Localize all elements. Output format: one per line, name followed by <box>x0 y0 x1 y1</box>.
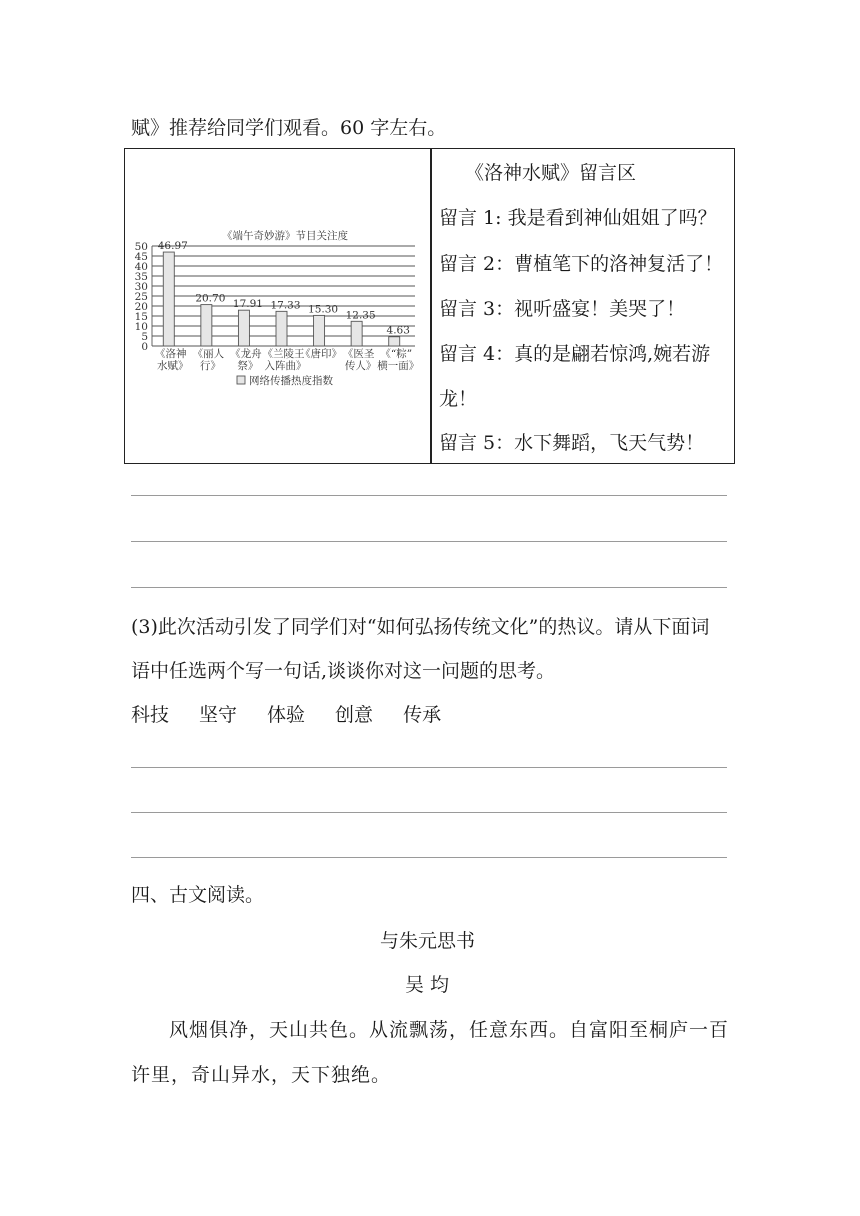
x-tick-label: 《洛神 <box>155 348 187 360</box>
word-item: 体验 <box>267 704 306 726</box>
word-item: 坚守 <box>199 704 238 726</box>
y-tick-label: 25 <box>134 291 148 303</box>
bar-value-label: 46.97 <box>157 240 188 253</box>
word-list <box>131 703 471 727</box>
y-tick-label: 40 <box>134 261 148 273</box>
y-tick-label: 30 <box>134 281 148 293</box>
x-tick-label: 《“粽” <box>380 348 413 360</box>
answer-line[interactable] <box>131 541 727 542</box>
answer-line[interactable] <box>131 587 727 588</box>
y-tick-label: 45 <box>134 251 148 263</box>
bar <box>238 310 249 346</box>
bar-chart <box>125 149 430 465</box>
y-tick-label: 35 <box>134 271 148 283</box>
y-tick-label: 20 <box>134 301 148 313</box>
bar-value-label: 17.91 <box>232 298 263 311</box>
bar <box>276 311 287 346</box>
bar-value-label: 12.35 <box>345 309 376 322</box>
y-tick-label: 15 <box>134 311 148 323</box>
comments-title: 《洛神水赋》留言区 <box>465 162 637 184</box>
bar-value-label: 17.33 <box>270 299 301 312</box>
poem-author: 吴 均 <box>405 974 450 996</box>
chart-comment-table <box>124 148 735 464</box>
word-item: 科技 <box>131 704 170 726</box>
bar <box>389 337 400 346</box>
x-tick-label: 水赋》 <box>157 360 189 372</box>
answer-line[interactable] <box>131 767 727 768</box>
legend-label: 网络传播热度指数 <box>249 375 333 387</box>
bar <box>163 252 174 346</box>
word-item: 传承 <box>403 704 442 726</box>
question-3-line-2: 语中任选两个写一句话,谈谈你对这一问题的思考。 <box>131 660 556 682</box>
comment-4: 留言 4：真的是翩若惊鸿,婉若游 <box>439 343 711 365</box>
table-divider <box>430 149 432 463</box>
x-tick-label: 传人》 <box>344 360 377 372</box>
bar-value-label: 4.63 <box>386 324 410 337</box>
x-tick-label: 祭》 <box>237 360 259 372</box>
bar <box>351 321 362 346</box>
bar-value-label: 20.70 <box>195 292 226 305</box>
comment-2: 留言 2：曹植笔下的洛神复活了！ <box>439 253 724 275</box>
x-tick-label: 《龙舟 <box>230 348 262 360</box>
answer-line[interactable] <box>131 857 727 858</box>
bar-value-label: 15.30 <box>308 303 339 316</box>
x-tick-label: 行》 <box>199 360 221 372</box>
question-3-line-1: (3)此次活动引发了同学们对“如何弘扬传统文化”的热议。请从下面词 <box>131 616 710 638</box>
x-tick-label: 横一面》 <box>377 360 420 372</box>
x-tick-label: 《医圣 <box>342 348 375 360</box>
comment-4-continued: 龙！ <box>439 388 478 410</box>
poem-paragraph-line-2: 许里，奇山异水，天下独绝。 <box>131 1064 392 1086</box>
chart-title: 《端午奇妙游》节目关注度 <box>222 230 348 242</box>
poem-paragraph-line-1: 风烟俱净，天山共色。从流飘荡，任意东西。自富阳至桐庐一百 <box>169 1019 730 1041</box>
poem-title: 与朱元思书 <box>380 930 476 952</box>
x-tick-label: 《兰陵王 <box>262 348 305 360</box>
answer-line[interactable] <box>131 495 727 496</box>
y-tick-label: 0 <box>141 341 148 353</box>
y-tick-label: 50 <box>134 241 148 253</box>
word-item: 创意 <box>335 704 374 726</box>
x-tick-label: 《唐印》 <box>300 348 343 360</box>
y-tick-label: 5 <box>141 331 148 343</box>
x-tick-label: 《丽人 <box>192 348 225 360</box>
y-tick-label: 10 <box>134 321 148 333</box>
intro-line: 赋》推荐给同学们观看。60 字左右。 <box>131 117 447 139</box>
comment-1: 留言 1: 我是看到神仙姐姐了吗？ <box>439 207 717 229</box>
comment-5: 留言 5：水下舞蹈，飞天气势！ <box>439 432 705 454</box>
bar <box>314 315 325 346</box>
legend-swatch <box>237 376 245 384</box>
section-4-heading: 四、古文阅读。 <box>131 884 265 906</box>
answer-line[interactable] <box>131 812 727 813</box>
bar <box>201 305 212 346</box>
comment-3: 留言 3：视听盛宴！美哭了！ <box>439 298 686 320</box>
x-tick-label: 入阵曲》 <box>264 360 307 372</box>
